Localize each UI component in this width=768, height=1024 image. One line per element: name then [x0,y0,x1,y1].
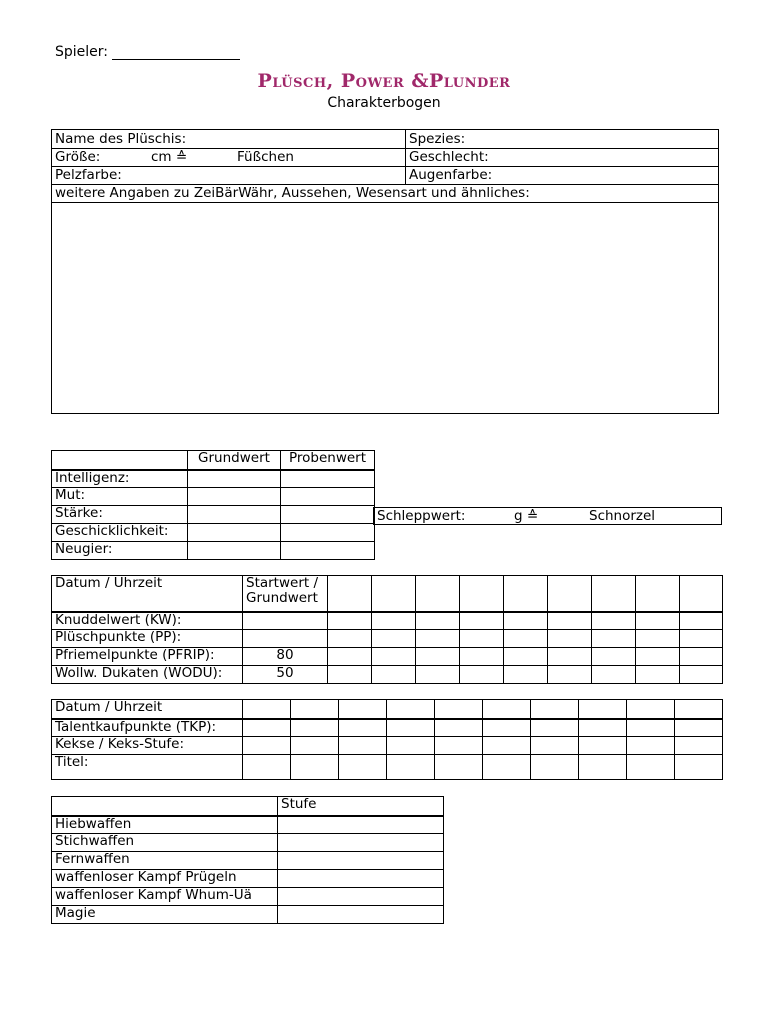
value-cell[interactable] [579,737,627,755]
value-cell[interactable] [483,755,531,780]
value-cell[interactable] [592,666,636,684]
points-pfrip-start[interactable]: 80 [243,648,328,666]
value-cell[interactable] [627,737,675,755]
value-cell[interactable] [675,719,723,737]
combat-header-blank [52,797,278,816]
attr-intelligenz: Intelligenz: [52,470,188,488]
value-cell[interactable] [387,719,435,737]
value-cell[interactable] [579,755,627,780]
points-date-label: Datum / Uhrzeit [52,576,243,612]
combat-whum: waffenloser Kampf Whum-Uä [52,888,278,906]
points-kw: Knuddelwert (KW): [52,612,243,630]
date-cell[interactable] [387,700,435,719]
value-cell[interactable] [460,666,504,684]
attr-cell[interactable] [188,524,281,542]
schleppwert-label: Schleppwert: [377,508,466,524]
value-cell[interactable] [416,666,460,684]
date-cell[interactable] [548,576,592,612]
attr-staerke: Stärke: [52,506,188,524]
attr-cell[interactable] [281,488,375,506]
value-cell[interactable] [372,612,416,630]
more-label: weitere Angaben zu ZeiBärWähr, Aussehen, Wesensart und ähnliches: [55,185,530,201]
points-wodu: Wollw. Dukaten (WODU): [52,666,243,684]
start-label-2: Grundwert [246,590,318,606]
name-label[interactable]: Name des Plüschis: [55,131,187,147]
fur-label[interactable]: Pelzfarbe: [55,167,122,183]
value-cell[interactable] [636,630,680,648]
attr-cell[interactable] [281,524,375,542]
value-cell[interactable] [387,755,435,780]
combat-table [51,796,444,924]
value-cell[interactable] [627,755,675,780]
talents-tkp: Talentkaufpunkte (TKP): [52,719,243,737]
level-cell[interactable] [278,906,444,924]
value-cell[interactable] [531,737,579,755]
date-cell[interactable] [339,700,387,719]
col-grundwert: Grundwert [188,451,281,470]
value-cell[interactable] [328,666,372,684]
date-cell[interactable] [483,700,531,719]
value-cell[interactable] [483,719,531,737]
value-cell[interactable] [548,666,592,684]
value-cell[interactable] [372,648,416,666]
value-cell[interactable] [416,630,460,648]
description-area[interactable] [52,203,718,413]
more-row [52,184,718,203]
date-cell[interactable] [592,576,636,612]
date-cell[interactable] [460,576,504,612]
character-info-box [51,129,719,414]
gender-label[interactable]: Geschlecht: [409,149,489,165]
value-cell[interactable] [339,719,387,737]
date-cell[interactable] [328,576,372,612]
combat-magie: Magie [52,906,278,924]
schleppwert-schnorzel: Schnorzel [589,508,656,524]
sheet-title: Plüsch, Power &Plunder [257,70,511,92]
date-cell[interactable] [531,700,579,719]
value-cell[interactable] [291,755,339,780]
fur-row [52,166,718,185]
value-cell[interactable] [328,612,372,630]
attr-neugier: Neugier: [52,542,188,560]
size-label[interactable]: Größe: [55,149,101,165]
value-cell[interactable] [680,612,723,630]
date-cell[interactable] [579,700,627,719]
value-cell[interactable] [339,737,387,755]
value-cell[interactable] [460,612,504,630]
value-cell[interactable] [548,648,592,666]
value-cell[interactable] [548,630,592,648]
sheet-subtitle: Charakterbogen [327,95,441,111]
value-cell[interactable] [592,630,636,648]
value-cell[interactable] [416,612,460,630]
talents-table [51,699,723,780]
level-cell[interactable] [278,888,444,906]
attr-mut: Mut: [52,488,188,506]
date-cell[interactable] [435,700,483,719]
value-cell[interactable] [435,737,483,755]
points-start-header [243,576,328,612]
combat-stich: Stichwaffen [52,834,278,852]
value-cell[interactable] [435,755,483,780]
attr-geschick: Geschicklichkeit: [52,524,188,542]
size-unit: Füßchen [237,149,294,165]
schleppwert-field[interactable] [373,507,722,525]
attr-cell[interactable] [188,542,281,560]
value-cell[interactable] [592,612,636,630]
points-pp: Plüschpunkte (PP): [52,630,243,648]
value-cell[interactable] [243,719,291,737]
points-pfrip: Pfriemelpunkte (PFRIP): [52,648,243,666]
attr-cell[interactable] [188,506,281,524]
value-cell[interactable] [504,612,548,630]
value-cell[interactable] [243,737,291,755]
attr-cell[interactable] [281,470,375,488]
species-label[interactable]: Spezies: [409,131,466,147]
value-cell[interactable] [416,648,460,666]
level-cell[interactable] [278,870,444,888]
value-cell[interactable] [531,755,579,780]
value-cell[interactable] [328,630,372,648]
attributes-table [51,450,375,560]
value-cell[interactable] [531,719,579,737]
value-cell[interactable] [328,648,372,666]
value-cell[interactable] [243,755,291,780]
value-cell[interactable] [680,648,723,666]
talents-kekse: Kekse / Keks-Stufe: [52,737,243,755]
date-cell[interactable] [416,576,460,612]
talents-date-label: Datum / Uhrzeit [52,700,243,719]
date-cell[interactable] [627,700,675,719]
combat-fern: Fernwaffen [52,852,278,870]
size-row [52,148,718,167]
value-cell[interactable] [504,630,548,648]
talents-titel: Titel: [52,755,243,780]
date-cell[interactable] [636,576,680,612]
level-cell[interactable] [278,852,444,870]
player-line[interactable] [112,45,240,60]
value-cell[interactable] [504,648,548,666]
col-probenwert: Probenwert [281,451,375,470]
value-cell[interactable] [592,648,636,666]
date-cell[interactable] [372,576,416,612]
points-kw-start[interactable] [243,612,328,630]
value-cell[interactable] [372,666,416,684]
name-row [52,130,718,149]
level-cell[interactable] [278,834,444,852]
value-cell[interactable] [636,648,680,666]
value-cell[interactable] [435,719,483,737]
value-cell[interactable] [675,737,723,755]
player-label: Spieler: [55,44,109,60]
date-cell[interactable] [675,700,723,719]
value-cell[interactable] [636,612,680,630]
value-cell[interactable] [460,630,504,648]
schleppwert-g: g ≙ [514,508,539,524]
attr-cell[interactable] [188,488,281,506]
level-cell[interactable] [278,816,444,834]
value-cell[interactable] [680,630,723,648]
value-cell[interactable] [387,737,435,755]
date-cell[interactable] [504,576,548,612]
eye-label[interactable]: Augenfarbe: [409,167,493,183]
value-cell[interactable] [675,755,723,780]
value-cell[interactable] [680,666,723,684]
date-cell[interactable] [243,700,291,719]
size-cm: cm ≙ [151,149,188,165]
value-cell[interactable] [504,666,548,684]
value-cell[interactable] [460,648,504,666]
col-stufe: Stufe [278,797,444,816]
combat-pruegeln: waffenloser Kampf Prügeln [52,870,278,888]
combat-hieb: Hiebwaffen [52,816,278,834]
value-cell[interactable] [627,719,675,737]
player-field [55,44,240,60]
value-cell[interactable] [636,666,680,684]
value-cell[interactable] [372,630,416,648]
points-pp-start[interactable] [243,630,328,648]
value-cell[interactable] [339,755,387,780]
date-cell[interactable] [680,576,723,612]
value-cell[interactable] [548,612,592,630]
value-cell[interactable] [579,719,627,737]
points-table [51,575,723,684]
value-cell[interactable] [291,719,339,737]
value-cell[interactable] [291,737,339,755]
attr-header-blank [52,451,188,470]
attr-cell[interactable] [188,470,281,488]
value-cell[interactable] [483,737,531,755]
points-wodu-start[interactable]: 50 [243,666,328,684]
date-cell[interactable] [291,700,339,719]
start-label-1: Startwert / [246,575,319,591]
attr-cell[interactable] [281,506,375,524]
attr-cell[interactable] [281,542,375,560]
